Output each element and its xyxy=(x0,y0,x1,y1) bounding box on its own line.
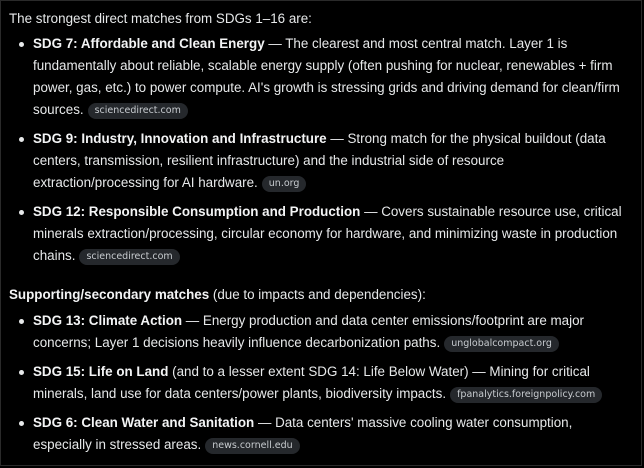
intro-text: The strongest direct matches from SDGs 1–16 are: xyxy=(9,11,312,26)
item-text: — Data centers' massive cooling water consumption, especially in stressed areas. xyxy=(33,415,573,452)
source-citation-chip[interactable]: fpanalytics.foreignpolicy.com xyxy=(450,387,602,403)
secondary-heading-bold: Supporting/secondary matches xyxy=(9,287,210,302)
bullet-icon xyxy=(19,319,24,324)
item-text: — Covers sustainable resource use, critical minerals extraction/processing, circular economy for hardware, and minimizing waste in production chains. xyxy=(33,204,622,263)
secondary-heading xyxy=(9,284,627,306)
item-title: SDG 12: Responsible Consumption and Production xyxy=(33,204,361,219)
source-citation-chip[interactable]: unglobalcompact.org xyxy=(444,336,559,352)
bullet-icon xyxy=(19,42,24,47)
bullet-icon xyxy=(19,137,24,142)
list-item xyxy=(9,412,627,456)
item-text: — Strong match for the physical buildout (data centers, transmission, resilient infrastructure) and the industrial side of resource extraction/processing for AI hardware. xyxy=(33,131,606,190)
primary-matches-list xyxy=(9,33,627,267)
item-title: SDG 6: Clean Water and Sanitation xyxy=(33,415,255,430)
list-item xyxy=(9,128,627,194)
secondary-matches-list xyxy=(9,310,627,456)
item-title: SDG 13: Climate Action xyxy=(33,313,183,328)
item-text: — The clearest and most central match. Layer 1 is fundamentally about reliable, scalable energy supply (often pushing for nuclear, renewables + firm power, gas, etc.) to power compute. AI's growth is stressing grids and driving demand for clean/firm sources. xyxy=(33,36,620,117)
bullet-icon xyxy=(19,210,24,215)
item-title: SDG 9: Industry, Innovation and Infrastructure xyxy=(33,131,327,146)
source-citation-chip[interactable]: un.org xyxy=(262,176,307,192)
item-title: SDG 7: Affordable and Clean Energy xyxy=(33,36,265,51)
secondary-heading-rest: (due to impacts and dependencies): xyxy=(209,287,426,302)
response-content xyxy=(9,8,627,463)
item-text: — Energy production and data center emissions/footprint are major concerns; Layer 1 decisions heavily influence decarbonization paths. xyxy=(33,313,584,350)
item-title: SDG 15: Life on Land xyxy=(33,364,169,379)
item-text: (and to a lesser extent SDG 14: Life Below Water) — Mining for critical minerals, land use for data centers/power plants, biodiversity impacts. xyxy=(33,364,590,401)
bullet-icon xyxy=(19,370,24,375)
bullet-icon xyxy=(19,421,24,426)
list-item xyxy=(9,361,627,405)
section-spacer xyxy=(9,274,627,284)
list-item xyxy=(9,33,627,121)
list-item xyxy=(9,310,627,354)
source-citation-chip[interactable]: sciencedirect.com xyxy=(79,249,179,265)
source-citation-chip[interactable]: news.cornell.edu xyxy=(205,438,299,454)
source-citation-chip[interactable]: sciencedirect.com xyxy=(88,103,188,119)
list-item xyxy=(9,201,627,267)
